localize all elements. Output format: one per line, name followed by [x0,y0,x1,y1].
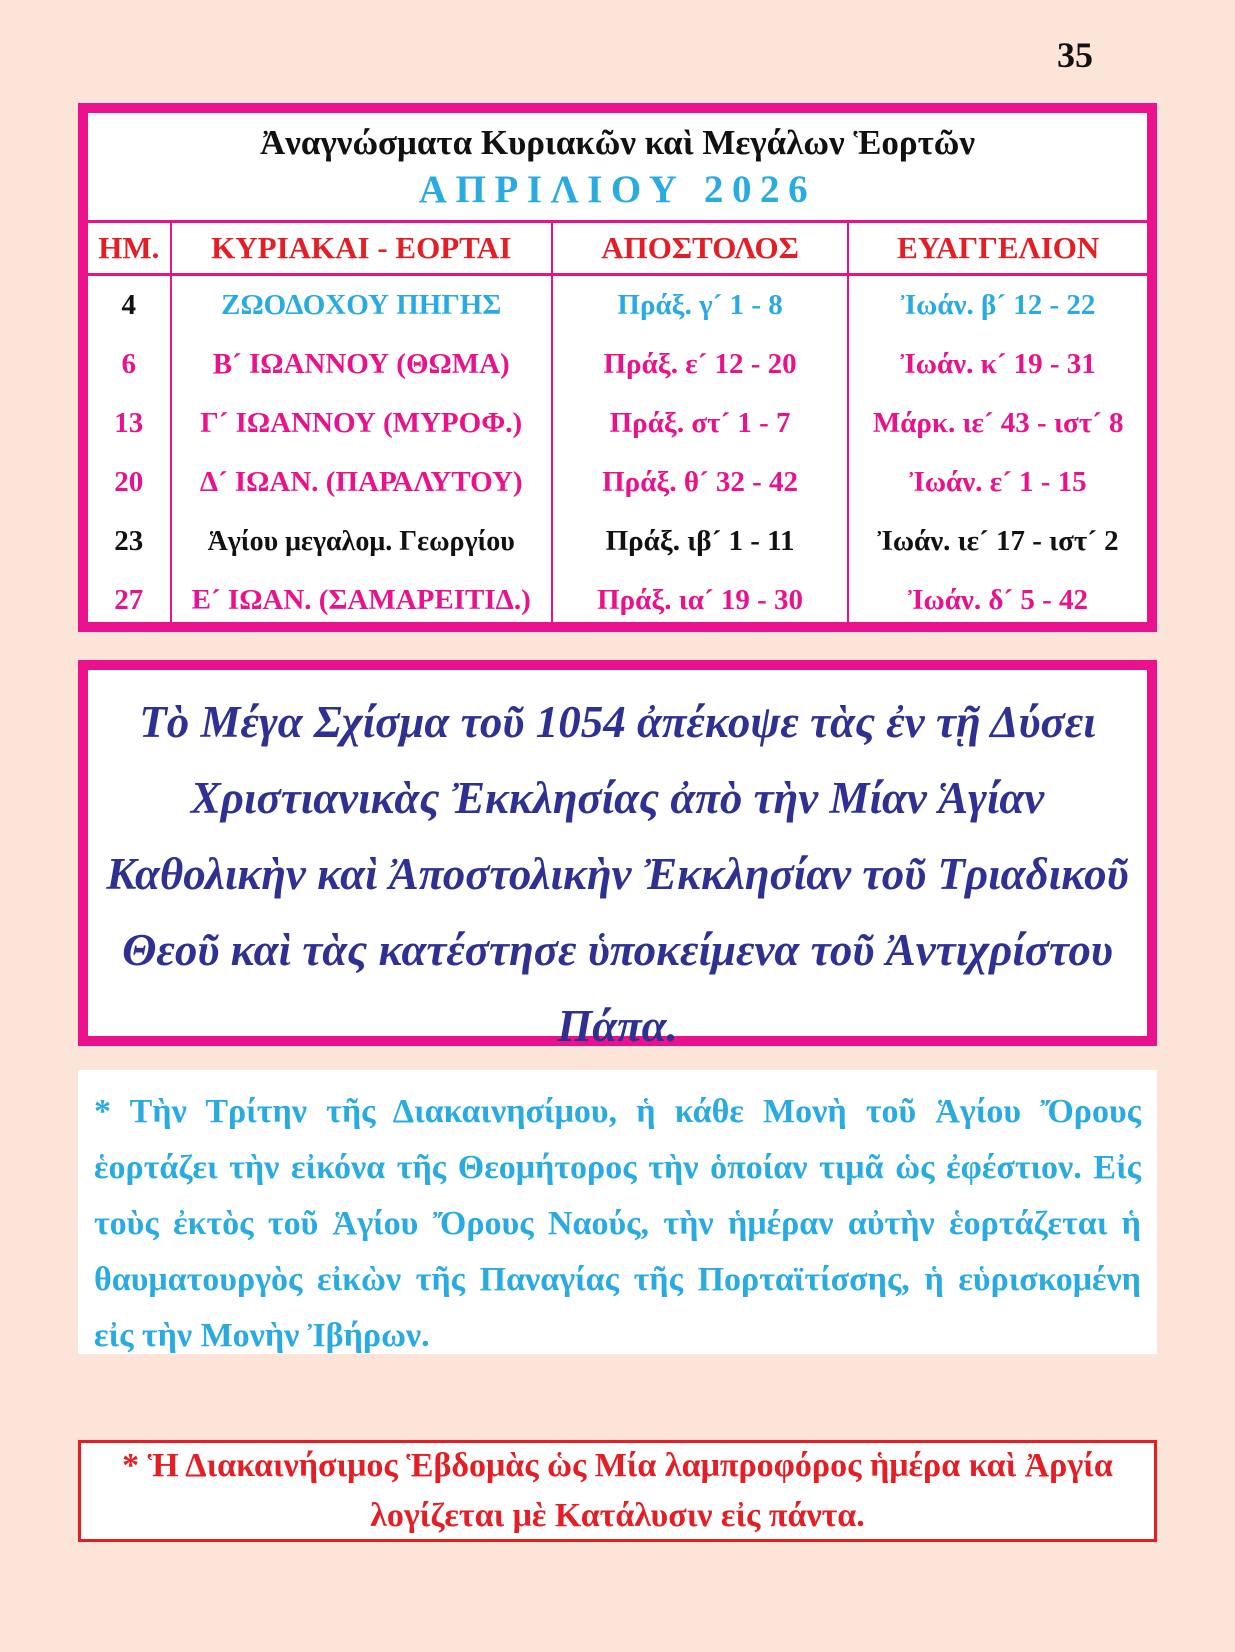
feast-cell: ΖΩΟΔΟΧΟΥ ΠΗΓΗΣ [171,275,552,336]
athos-note-panel [78,1070,1157,1354]
readings-table-inner [86,111,1149,624]
table-row [88,394,1147,453]
column-header-day: ΗΜ. [88,222,171,275]
table-row [88,335,1147,394]
apostle-cell: Πράξ. ια´ 19 - 30 [552,571,849,630]
day-cell: 13 [114,407,144,439]
athos-note: * Τὴν Τρίτην τῆς Διακαινησίμου, ἡ κάθε Μονὴ τοῦ Ἁγίου Ὄρους ἑορτάζει τὴν εἰκόνα τῆς Θεομήτορος τὴν ὁποίαν τιμᾶ ὡς ἐφέστιον. Εἰς τοὺς ἐκτὸς τοῦ Ἁγίου Ὄρους Ναούς, τὴν ἡμέραν αὐτὴν ἑορτάζεται ἡ θαυματουργὸς εἰκὼν τῆς Παναγίας τῆς Πορταϊτίσσης, ἡ εὑρισκομένη εἰς τὴν Μονὴν Ἰβήρων. [94,1093,1141,1354]
gospel-cell: Ἰωάν. ιε´ 17 - ιστ´ 2 [848,512,1147,571]
day-cell: 20 [114,466,144,498]
table-row [88,275,1147,336]
column-header-apostle: ΑΠΟΣΤΟΛΟΣ [552,222,849,275]
feast-cell: Β´ ΙΩΑΝΝΟΥ (ΘΩΜΑ) [171,335,552,394]
gospel-cell: Ἰωάν. δ´ 5 - 42 [848,571,1147,630]
apostle-cell: Πράξ. θ´ 32 - 42 [552,453,849,512]
day-cell: 6 [121,348,137,380]
schism-note: Τὸ Μέγα Σχίσμα τοῦ 1054 ἀπέκοψε τὰς ἐν τῇ Δύσει Χριστιανικὰς Ἐκκλησίας ἀπὸ τὴν Μίαν Ἁγίαν Καθολικὴν καὶ Ἀποστολικὴν Ἐκκλησίαν τοῦ Τριαδικοῦ Θεοῦ καὶ τὰς κατέστησε ὑποκείμενα τοῦ Ἀντιχρίστου Πάπα. [106,697,1129,1051]
table-row [88,571,1147,630]
day-cell: 23 [114,525,144,557]
feast-cell: Γ´ ΙΩΑΝΝΟΥ (ΜΥΡΟΦ.) [171,394,552,453]
schism-note-frame [78,660,1157,1051]
gospel-cell: Ἰωάν. κ´ 19 - 31 [848,335,1147,394]
day-cell: 4 [121,289,137,321]
apostle-cell: Πράξ. γ´ 1 - 8 [552,275,849,336]
apostle-cell: Πράξ. στ´ 1 - 7 [552,394,849,453]
bright-week-note: * Ἡ Διακαινήσιμος Ἑβδομὰς ὡς Μία λαμπροφόρος ἡμέρα καὶ Ἀργία λογίζεται μὲ Κατάλυσιν εἰς πάντα. [122,1447,1113,1534]
column-header-gospel: ΕΥΑΓΓΕΛΙΟΝ [848,222,1147,275]
table-row [88,512,1147,571]
apostle-cell: Πράξ. ε´ 12 - 20 [552,335,849,394]
feast-cell: Δ´ ΙΩΑΝ. (ΠΑΡΑΛΥΤΟΥ) [171,453,552,512]
table-row [88,453,1147,512]
bright-week-note-frame [78,1440,1157,1542]
readings-header-row [88,222,1147,275]
readings-table-month: ΑΠΡΙΛΙΟΥ 2026 [418,168,817,211]
readings-table-frame [78,103,1157,632]
gospel-cell: Ἰωάν. ε´ 1 - 15 [848,453,1147,512]
column-header-feast: ΚΥΡΙΑΚΑΙ - ΕΟΡΤΑΙ [171,222,552,275]
gospel-cell: Μάρκ. ιε´ 43 - ιστ´ 8 [848,394,1147,453]
feast-cell: Ἁγίου μεγαλομ. Γεωργίου [171,512,552,571]
day-cell: 27 [114,584,144,616]
readings-table-title: Ἀναγνώσματα Κυριακῶν καὶ Μεγάλων Ἑορτῶν [259,123,976,162]
apostle-cell: Πράξ. ιβ´ 1 - 11 [552,512,849,571]
readings-table [88,220,1147,630]
feast-cell: Ε´ ΙΩΑΝ. (ΣΑΜΑΡΕΙΤΙΔ.) [171,571,552,630]
gospel-cell: Ἰωάν. β´ 12 - 22 [848,275,1147,336]
schism-note-inner [86,668,1149,1051]
page-number: 35 [1057,35,1093,75]
